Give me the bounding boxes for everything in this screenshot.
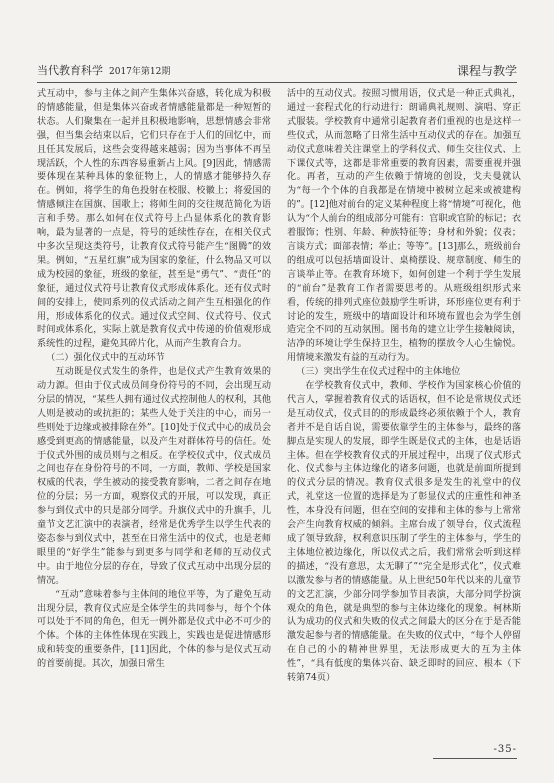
paragraph: 式互动中，参与主体之间产生集体兴奋感，转化成为积极的情感能量，但是集体兴奋或者情感能量都是一种短暂的状态。人们聚集在一起并且积极地影响，思想情感会非常强，但当集会结束以后，它们只存在于人们的回忆中，而且任其发展后，这些会变得越来越弱；因为当事体不再呈现活跃，个人性的东西容易重新占上风。[9]因此，情感需要体现在某种具体的象征物上，人的情感才能够持久存在。例如，将学生的角色投射在校服、校徽上；将爱国的情感倾注在国旗、国歌上；将师生间的交往规范简化为语言和手势。那么如何在仪式符号上凸显体系化的教育影响，最为显著的一点是，符号的延续性存在，在相关仪式中多次呈现这类符号，让教育仪式符号能产生“图腾”的效果。例如，“五星红旗”成为国家的象征，什么物品又可以成为校园的象征，班级的象征，甚至是“勇气”、“责任”的象征，通过仪式符号让教育仪式形成体系化。还有仪式时间的安排上，使同系列的仪式活动之间产生互相强化的作用，形成体系化的仪式。通过仪式空间、仪式符号、仪式时间或体系化，实际上就是教育仪式中传递的价值观形成系统性的过程，避免其碎片化，从而产生教育合力。 [37, 89, 271, 350]
paragraph: 在学校教育仪式中，教师、学校作为国家核心价值的代言人，掌握着教育仪式的话语权，但不论是常规仪式还是互动仪式，仪式目的的形成最终必须依赖于个人，教育者并不是自话自说，需要依靠学生的主体参与，最终的落脚点是实现人的发展，即学生既是仪式的主体，也是话语主体。但在学校教育仪式的开展过程中，出现了仪式形式化、仪式参与主体边缘化的诸多问题，也就是前面所提到的仪式分层的情况。教育仪式很多是发生的礼堂中的仪式，礼堂这一位置的选择是为了彰显仪式的庄重性和神圣性，本身没有问题，但在空间的安排和主体的参与上常常会产生向教育权威的倾斜。主席台成了领导台，仪式流程成了领导致辞，权利意识压制了学生的主体参与，学生的主体地位被边缘化，所以仪式之后，我们常常会听到这样的描述，“没有意思，太无聊了”“完全是形式化”，仪式难以激发参与者的情感能量。从上世纪50年代以来的儿童节的文艺汇演，少部分同学参加节目表演，大部分同学扮演观众的角色，就是典型的参与主体边缘化的现象。柯林斯认为成功的仪式和失败的仪式之间最大的区分在于是否能激发起参与者的情感能量。在失败的仪式中，“每个人停留在自己的小的精神世界里，无法形成更大的互为主体性”，“具有低度的集体兴奋、缺乏即时的回应、根本（下转第74页） [287, 381, 521, 684]
left-column [37, 88, 271, 672]
right-column [287, 88, 521, 686]
page-number: -35- [493, 744, 517, 755]
section-subheading: （二）强化仪式中的互动环节 [46, 353, 165, 364]
footer-rule [433, 758, 517, 759]
header-rule [37, 82, 517, 83]
journal-name: 当代教育科学 [37, 64, 103, 77]
journal-title [37, 60, 170, 83]
issue-info: 2017年第12期 [109, 67, 171, 77]
section-title: 课程与教学 [456, 64, 517, 78]
paragraph: 互动既是仪式发生的条件，也是仪式产生教育效果的动力源。但由于仪式成员间身份符号的不同，会出现互动分层的情况，“某些人拥有通过仪式控制他人的权利，其他人则是被动的或抗拒的；某些人处于关注的中心，而另一些则处于边缘或被排除在外”。[10]处于仪式中心的成员会感受到更高的情感能量，以及产生对群体符号的信任。处于仪式外围的成员则与之相反。在学校仪式中，仪式成员之间也存在身份符号的不同，一方面，教师、学校是国家权威的代表，学生被动的接受教育影响，二者之间存在地位的分层；另一方面，观察仪式的开展，可以发现，真正参与到仪式中的只是部分同学。升旗仪式中的升旗手，儿童节文艺汇演中的表演者，经常是优秀学生以学生代表的姿态参与到仪式中，甚至在日常生活中的仪式，也是老师眼里的“好学生”能参与到更多与同学和老师的互动仪式中。由于地位分层的存在，导致了仪式互动中出现分层的情况。 [37, 367, 271, 586]
running-header [37, 60, 517, 82]
paragraph: 活中的互动仪式。按照习惯用语，仪式是一种正式典礼，通过一套程式化的行动进行：朗诵典礼规则、演唱、穿正式服装。学校教育中通常引起教育者们重视的也是这样一些仪式，从而忽略了日常生活中互动仪式的存在。加强互动仪式意味着关注课堂上的学科仪式、师生交往仪式、上下课仪式等，这都是非常重要的教育因素，需要重视并强化。再者，互动的产生依赖于情境的创设，戈夫曼就认为“每一个个体的自我都是在情境中被树立起来或被建构的”。[12]他对前台的定义某种程度上将“情境”可视化，他认为“个人前台的组成部分可能有：官职或官阶的标记；衣着服饰；性别、年龄、种族特征等；身材和外貌；仪表；言谈方式；面部表情；举止；等等”。[13]那么，班级前台的组成可以包括墙面设计、桌椅摆设、规章制度、师生的言谈举止等。在教育环境下，如何创建一个利于学生发展的“前台”是教育工作者需要思考的。从班级组织形式来看，传统的排列式座位鼓励学生听讲，环形座位更有利于讨论的发生，班级中的墙面设计和环境布置也会为学生创造完全不同的互动氛围。图书角的建立让学生接触阅读，洁净的环境让学生保持卫生，植物的摆放令人心生愉悦。用情境来激发有益的互动行为。 [287, 89, 521, 364]
section-subheading: （三）突出学生在仪式过程中的主体地位 [296, 367, 461, 378]
paragraph: “互动”意味着参与主体间的地位平等，为了避免互动出现分层，教育仪式应是全体学生的共同参与，每个个体可以处于不同的角色，但无一例外都是仪式中必不可少的个体。个体的主体性体现在实践上，实践也是促进情感形成和转变的重要条件，[11]因此，个体的参与是仪式互动的首要前提。其次，加强日常生 [37, 589, 271, 670]
